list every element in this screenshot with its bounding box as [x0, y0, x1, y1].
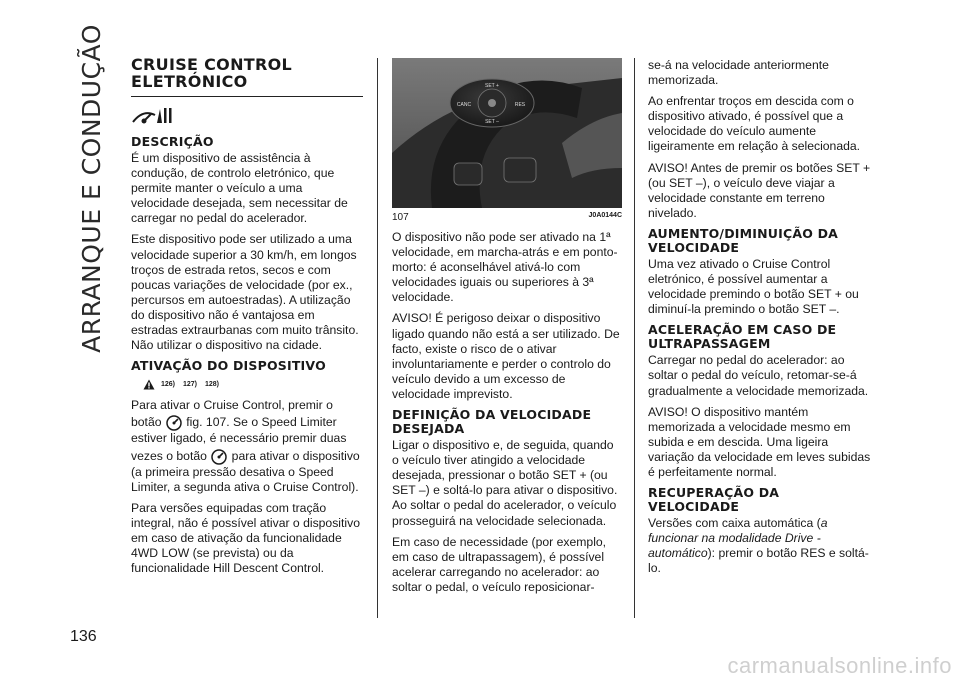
- figure-caption: [392, 212, 622, 223]
- paragraph: Para ativar o Cruise Control, premir o botão fig. 107. Se o Speed Limiter estiver ligado, é necessário premir duas vezes o botão para ativar o dispositivo (a primeira pressão desativa o Speed Limiter, a segunda ativa o Cruise Control).: [131, 398, 360, 494]
- section-title: CRUISE CONTROL ELETRÓNICO: [131, 56, 363, 97]
- column-divider-1: [377, 58, 378, 618]
- paragraph: AVISO! O dispositivo mantém memorizada a velocidade mesmo em subida e em descida. Uma ligeira variação da velocidade em leves subidas é perfeitamente normal.: [648, 404, 871, 479]
- paragraph: Ligar o dispositivo e, de seguida, quando o veículo tiver atingido a velocidade desejada, pressionar o botão SET + (ou SET –) e soltá-lo para ativar o dispositivo. Ao soltar o pedal do acelerador, o veículo prosseguirá na velocidade selecionada.: [392, 438, 618, 528]
- ref-127[interactable]: 127): [182, 381, 197, 389]
- heading-recuperacao: RECUPERAÇÃO DA VELOCIDADE: [648, 485, 780, 515]
- label-set-plus: SET +: [485, 83, 499, 89]
- column-2: [392, 230, 622, 601]
- paragraph: Carregar no pedal do acelerador: ao soltar o pedal do veículo, retomar-se-á gradualmente a velocidade memorizada.: [648, 353, 869, 398]
- label-canc: CANC: [456, 102, 472, 108]
- label-set-minus: SET –: [485, 119, 499, 125]
- heading-aumento: AUMENTO/DIMINUIÇÃO DA VELOCIDADE: [648, 225, 839, 255]
- paragraph: O dispositivo não pode ser ativado na 1ª velocidade, em marcha-atrás e em ponto-morto: é aconselhável ativá-lo com velocidades iguais ou superiores à 3ª velocidade.: [392, 230, 618, 305]
- column-3: [648, 58, 874, 582]
- chapter-sidebar: [62, 23, 120, 353]
- column-divider-2: [634, 58, 635, 618]
- paragraph: É um dispositivo de assistência à condução, de controlo eletrónico, que permite manter o veículo a uma velocidade desejada, sem necessitar de carregar no pedal do acelerador.: [131, 151, 348, 226]
- paragraph: AVISO! É perigoso deixar o dispositivo ligado quando não está a ser utilizado. De facto, existe o risco de o ativar involuntariamente e perder o controlo do veículo devido a um excesso de velocidade imprevisto.: [392, 311, 620, 401]
- heading-ativacao: ATIVAÇÃO DO DISPOSITIVO: [131, 358, 326, 374]
- steering-wheel-figure: [392, 58, 622, 208]
- label-res: RES: [514, 102, 526, 108]
- speedometer-button-icon: [165, 413, 183, 431]
- paragraph: Para versões equipadas com tração integral, não é possível ativar o dispositivo em caso de ativação da funcionalidade 4WD LOW (se prevista) ou da funcionalidade Hill Descent Control.: [131, 500, 360, 576]
- chapter-title: ARRANQUE E CONDUÇÃO: [76, 23, 106, 353]
- ref-126[interactable]: 126): [161, 381, 176, 389]
- column-1: [131, 56, 363, 582]
- paragraph: Ao enfrentar troços em descida com o dispositivo ativado, é possível que a velocidade do veículo aumente ligeiramente em relação à selecionada.: [648, 94, 861, 154]
- heading-aceleracao: ACELERAÇÃO EM CASO DE ULTRAPASSAGEM: [648, 322, 837, 352]
- ref-128[interactable]: 128): [204, 381, 219, 389]
- paragraph: Uma vez ativado o Cruise Control eletrónico, é possível aumentar a velocidade premindo o botão SET + ou diminuí-la premindo o botão SET –.: [648, 256, 859, 317]
- paragraph: Versões com caixa automática (a funcionar na modalidade Drive - automático): premir o botão RES e soltá-lo.: [648, 516, 869, 576]
- paragraph: se-á na velocidade anteriormente memorizada.: [648, 58, 829, 88]
- paragraph: Em caso de necessidade (por exemplo, em caso de ultrapassagem), é possível acelerar carregando no acelerador: ao soltar o pedal, o veículo reposicionar-: [392, 534, 607, 594]
- warning-refs: [143, 377, 363, 392]
- figure-code: J0A0144C: [588, 212, 622, 219]
- heading-definicao: DEFINIÇÃO DA VELOCIDADE DESEJADA: [392, 407, 592, 437]
- warning-icon: [143, 379, 155, 390]
- paragraph: Este dispositivo pode ser utilizado a uma velocidade superior a 30 km/h, em longos troços de estrada retos, secos e com poucas variações de velocidade (por ex., percursos em autoestradas). A utilização do dispositivo não é vantajosa em estradas extraurbanas com muito trânsito. Não utilizar o dispositivo na cidade.: [131, 232, 359, 353]
- speedometer-button-icon: [210, 447, 228, 465]
- page-number: 136: [70, 628, 97, 645]
- heading-descricao: DESCRIÇÃO: [131, 134, 214, 149]
- figure-number: 107: [392, 212, 409, 223]
- paragraph: AVISO! Antes de premir os botões SET + (ou SET –), o veículo deve viajar a velocidade constante em terreno nivelado.: [648, 160, 871, 220]
- watermark: carmanualsonline.info: [727, 653, 952, 678]
- cruise-control-icon: [131, 105, 363, 129]
